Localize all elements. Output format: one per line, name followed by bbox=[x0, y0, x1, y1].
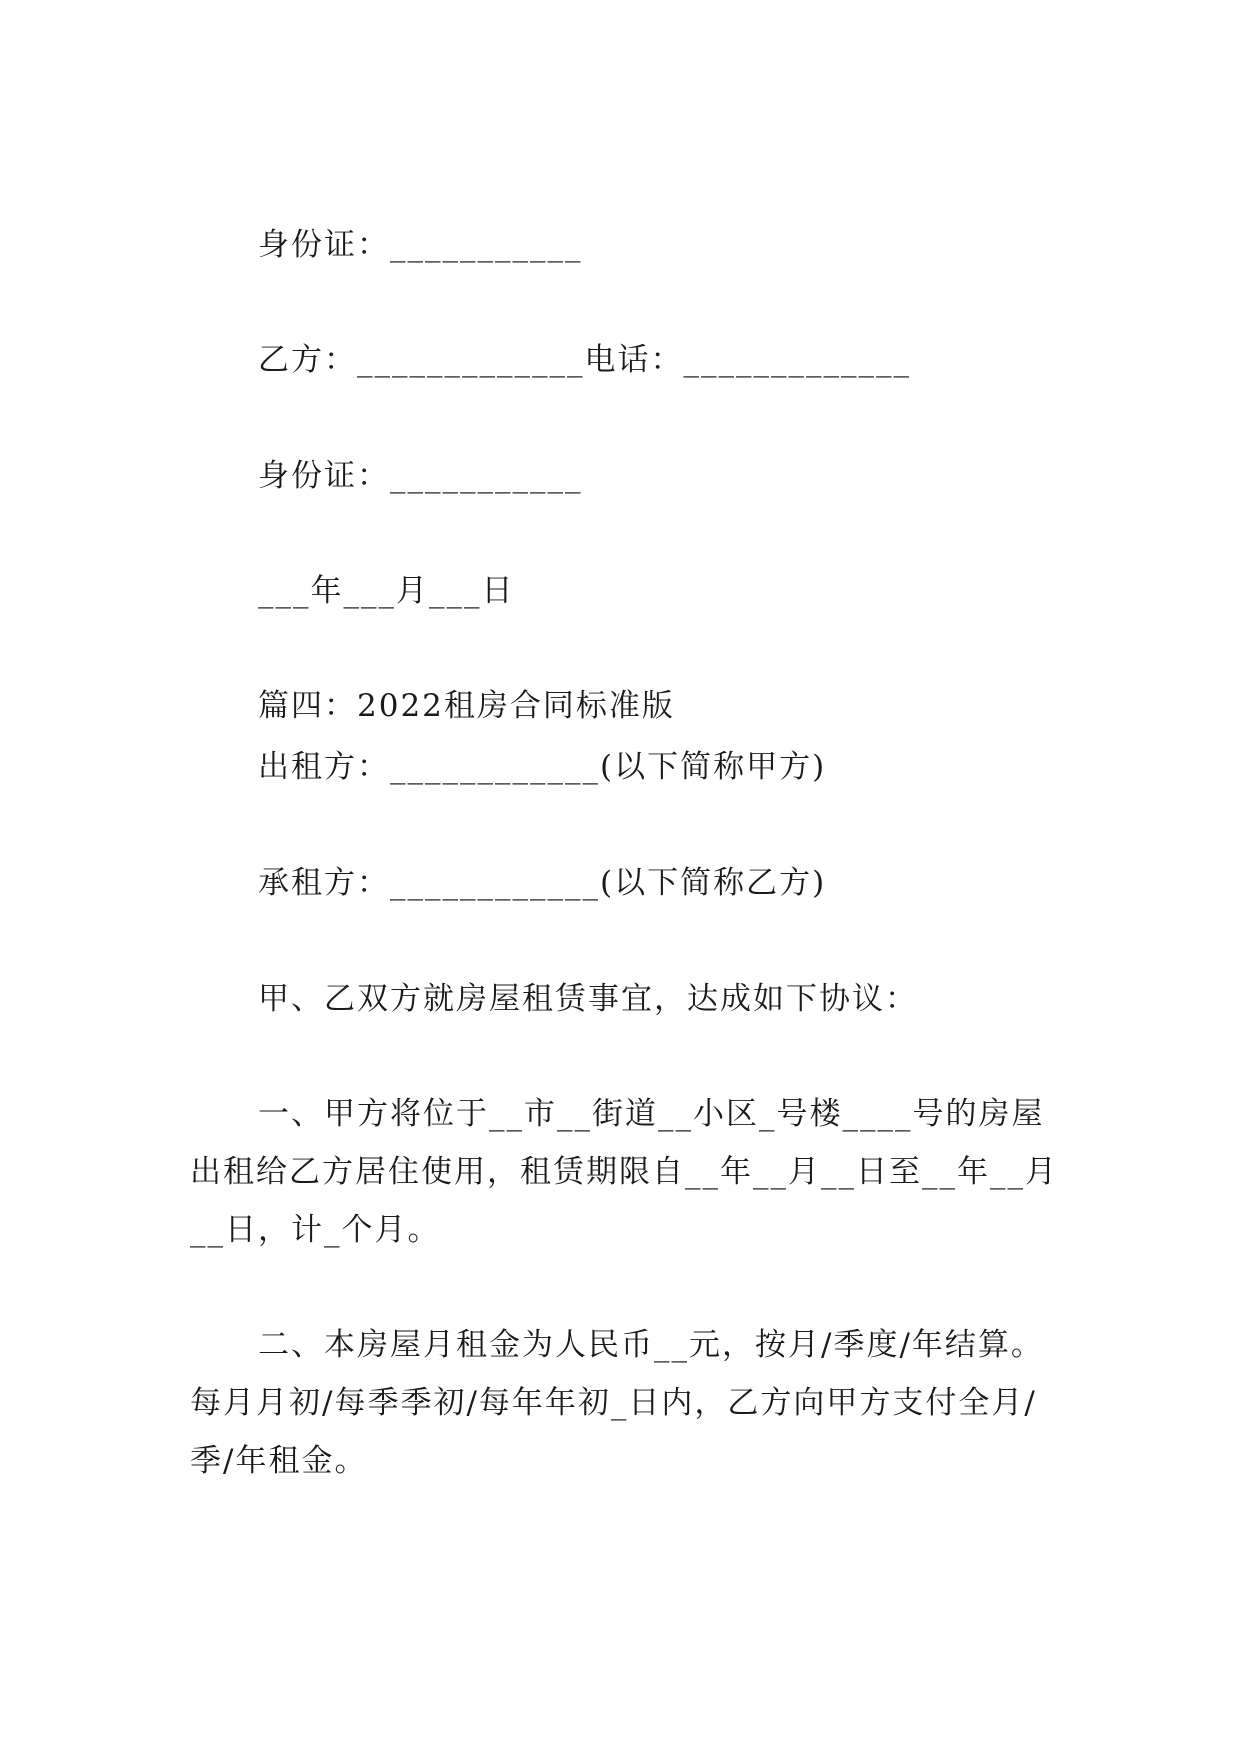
clause-2-line-3: 季/年租金。 bbox=[190, 1443, 368, 1479]
party-b-phone-line: 乙方：_____________电话：_____________ bbox=[258, 342, 911, 378]
id-card-line-party-a: 身份证：___________ bbox=[258, 227, 583, 263]
clause-1-line-2: 出租给乙方居住使用，租赁期限自__年__月__日至__年__月 bbox=[190, 1154, 1058, 1190]
lessee-line: 承租方：____________(以下简称乙方) bbox=[258, 865, 827, 901]
section-title: 篇四：2022租房合同标准版 bbox=[258, 688, 675, 724]
lessor-line: 出租方：____________(以下简称甲方) bbox=[258, 749, 827, 785]
clause-2-line-1: 二、本房屋月租金为人民币__元，按月/季度/年结算。 bbox=[258, 1327, 1044, 1363]
id-card-line-party-b: 身份证：___________ bbox=[258, 458, 583, 494]
clause-1-line-1: 一、甲方将位于__市__街道__小区_号楼____号的房屋 bbox=[258, 1096, 1045, 1132]
clause-1-line-3: __日，计_个月。 bbox=[190, 1212, 441, 1248]
date-line: ___年___月___日 bbox=[258, 573, 515, 609]
clause-2-line-2: 每月月初/每季季初/每年年初_日内，乙方向甲方支付全月/ bbox=[190, 1385, 1037, 1421]
agreement-intro: 甲、乙双方就房屋租赁事宜，达成如下协议： bbox=[258, 981, 918, 1017]
